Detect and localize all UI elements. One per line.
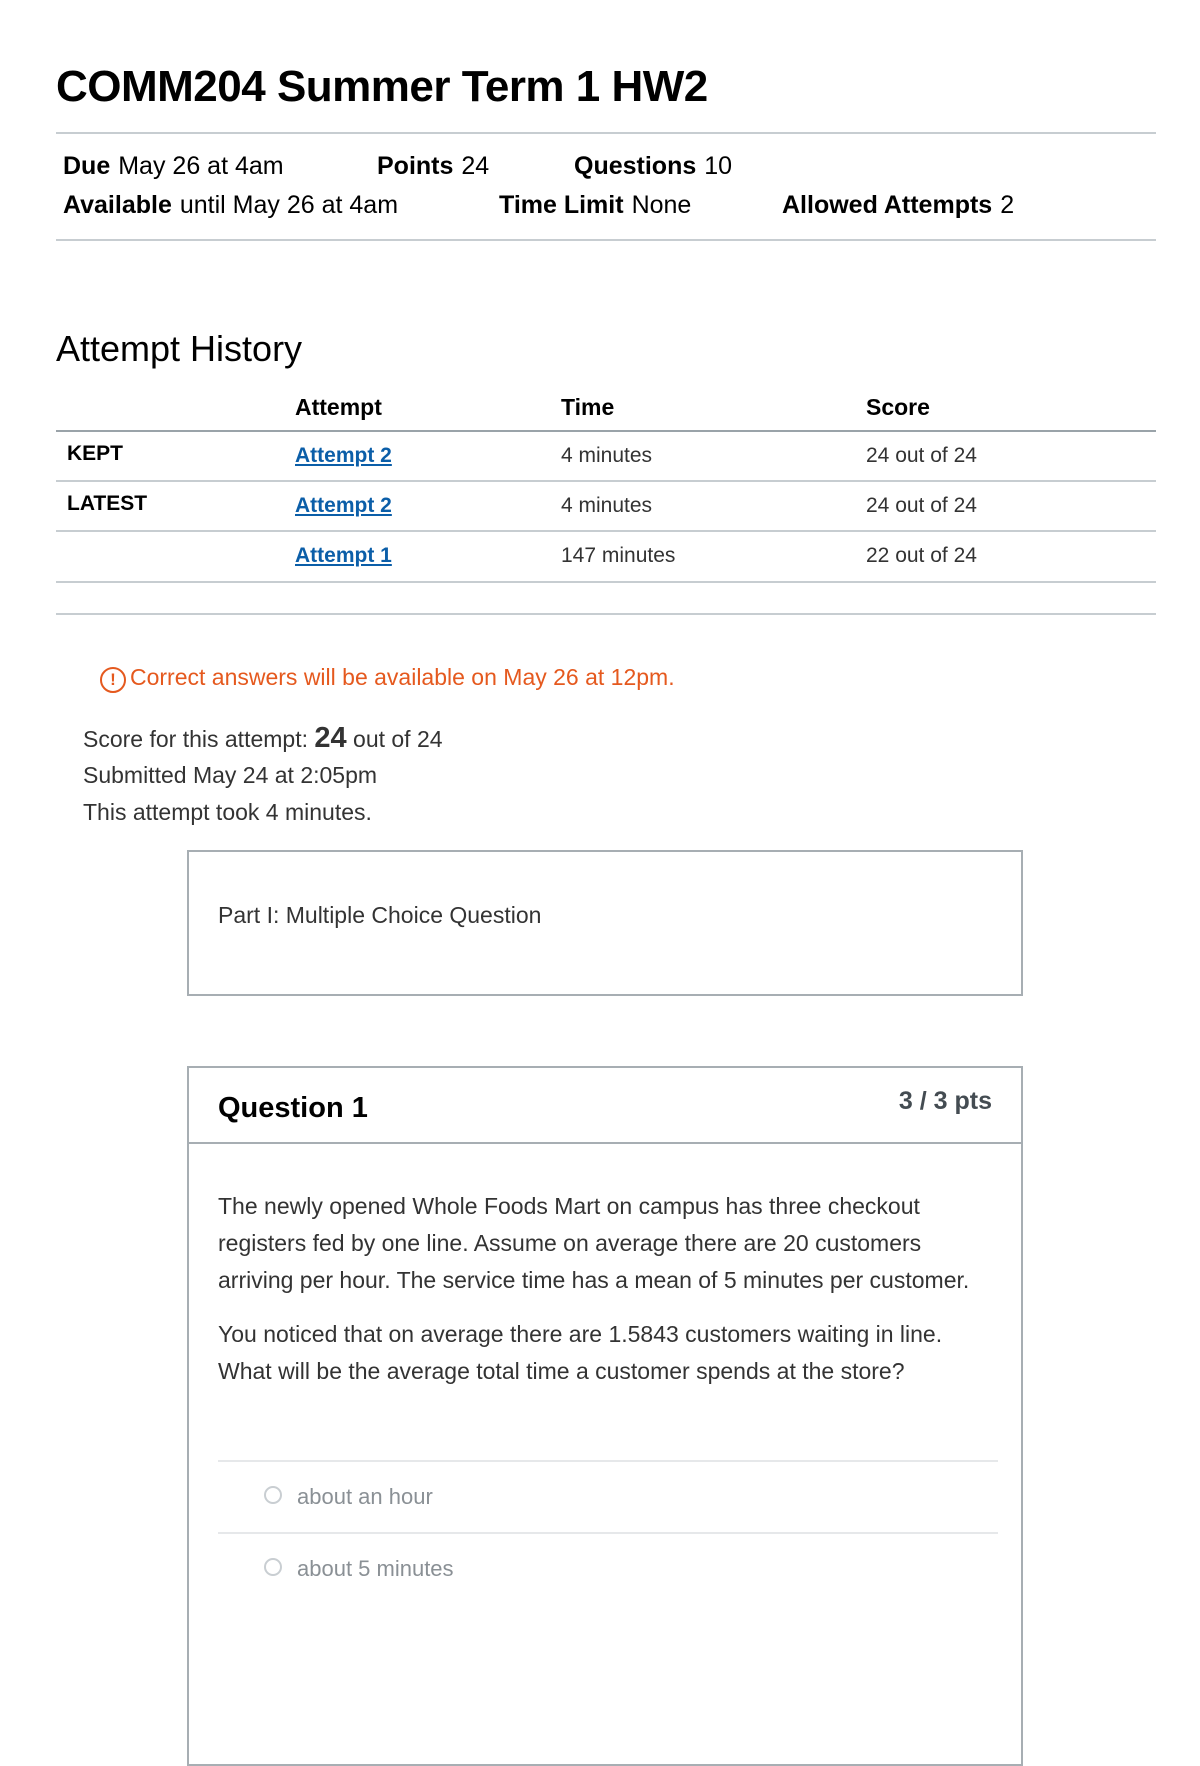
radio-button[interactable] xyxy=(264,1486,282,1504)
attempt-flag: KEPT xyxy=(67,442,124,465)
allowed-attempts-value: 2 xyxy=(1000,191,1015,219)
time-limit-info xyxy=(499,191,691,220)
due-value: May 26 at 4am xyxy=(118,152,284,180)
score-value: 24 xyxy=(314,722,347,754)
row-divider xyxy=(56,581,1156,583)
questions-value: 10 xyxy=(704,152,733,180)
attempt-link[interactable]: Attempt 2 xyxy=(295,494,392,517)
questions-label: Questions xyxy=(574,152,697,180)
column-header-time: Time xyxy=(561,394,615,420)
answer-option[interactable] xyxy=(218,1532,998,1604)
column-header-score: Score xyxy=(866,394,930,420)
attempt-time: 4 minutes xyxy=(561,444,653,467)
attempt-score: 22 out of 24 xyxy=(866,544,977,567)
answer-label: about an hour xyxy=(297,1484,433,1509)
attempt-score: 24 out of 24 xyxy=(866,444,977,467)
table-row xyxy=(56,482,1156,532)
attempt-link[interactable]: Attempt 2 xyxy=(295,444,392,467)
notice-text: Correct answers will be available on May 26 at 12pm. xyxy=(130,664,675,690)
points-info xyxy=(377,152,489,181)
time-limit-value: None xyxy=(631,191,692,219)
question-title: Question 1 xyxy=(218,1092,368,1124)
answer-label: about 5 minutes xyxy=(297,1556,454,1581)
question-points: 3 / 3 pts xyxy=(898,1087,992,1115)
available-label: Available xyxy=(63,191,172,219)
questions-info xyxy=(574,152,732,181)
question-card xyxy=(187,1066,1023,1766)
attempt-summary xyxy=(83,720,443,831)
due-info xyxy=(63,152,284,181)
points-value: 24 xyxy=(461,152,490,180)
divider xyxy=(56,239,1156,241)
attempt-time: 4 minutes xyxy=(561,494,653,517)
part-header-box xyxy=(187,850,1023,996)
submitted-line: Submitted May 24 at 2:05pm xyxy=(83,762,378,788)
question-text xyxy=(218,1188,998,1407)
allowed-attempts-label: Allowed Attempts xyxy=(782,191,993,219)
due-label: Due xyxy=(63,152,111,180)
radio-button[interactable] xyxy=(264,1558,282,1576)
attempt-score-line xyxy=(83,720,443,757)
score-suffix: out of 24 xyxy=(346,726,443,752)
divider xyxy=(56,132,1156,134)
available-info xyxy=(63,191,398,220)
time-limit-label: Time Limit xyxy=(499,191,624,219)
allowed-attempts-info xyxy=(782,191,1014,220)
score-prefix: Score for this attempt: xyxy=(83,726,315,752)
quiz-title: COMM204 Summer Term 1 HW2 xyxy=(56,62,708,111)
part-title: Part I: Multiple Choice Question xyxy=(218,902,542,928)
correct-answers-notice xyxy=(100,664,675,693)
table-row xyxy=(56,432,1156,482)
attempt-history-title: Attempt History xyxy=(56,328,303,369)
column-header-attempt: Attempt xyxy=(295,394,382,420)
attempt-score: 24 out of 24 xyxy=(866,494,977,517)
attempt-time: 147 minutes xyxy=(561,544,676,567)
attempt-link[interactable]: Attempt 1 xyxy=(295,544,392,567)
divider xyxy=(56,613,1156,615)
question-paragraph: The newly opened Whole Foods Mart on campus has three checkout registers fed by one line. Assume on average there are 20 customers arriving per hour. The service time has a mean of 5 minutes per customer. xyxy=(218,1193,970,1293)
answer-list xyxy=(218,1460,998,1620)
answer-option[interactable] xyxy=(218,1460,998,1532)
table-row xyxy=(56,532,1156,582)
warning-icon: ! xyxy=(100,667,126,693)
attempt-flag: LATEST xyxy=(67,492,148,515)
duration-line: This attempt took 4 minutes. xyxy=(83,799,372,825)
question-header xyxy=(189,1068,1021,1144)
question-paragraph: You noticed that on average there are 1.5843 customers waiting in line. What will be the average total time a customer spends at the store? xyxy=(218,1321,943,1384)
points-label: Points xyxy=(377,152,454,180)
available-value: until May 26 at 4am xyxy=(179,191,399,219)
